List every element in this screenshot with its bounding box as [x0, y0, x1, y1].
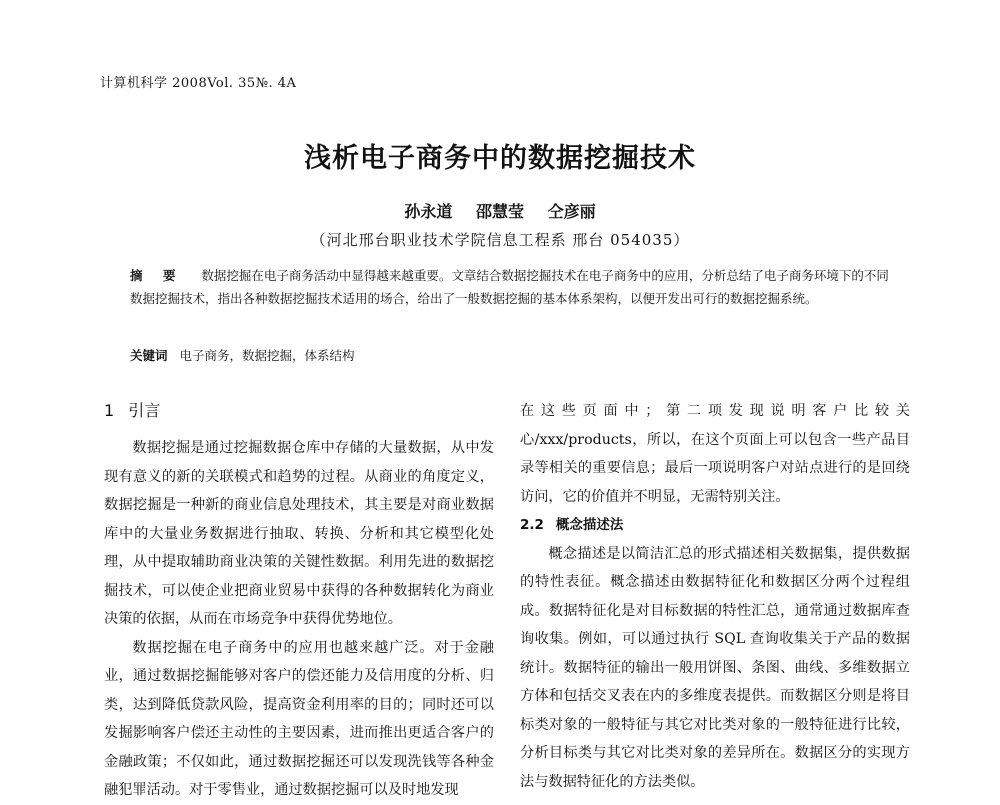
keywords-label: 关键词: [130, 348, 168, 363]
paper-affiliation: （河北邢台职业技术学院信息工程系 邢台 054035）: [310, 231, 690, 249]
subsection-title: 概念描述法: [555, 517, 624, 533]
journal-header: 计算机科学 2008Vol. 35№. 4A: [100, 76, 297, 91]
section-number: 1: [104, 401, 115, 420]
keywords: [130, 345, 890, 367]
subsection-heading: [520, 511, 910, 540]
section-heading: [104, 394, 494, 428]
abstract: [130, 264, 890, 310]
section-title: 引言: [128, 401, 161, 420]
paper-authors: 孙永道 邵慧莹 仝彦丽: [404, 202, 596, 221]
body-paragraph: 数据挖掘是通过挖掘数据仓库中存储的大量数据，从中发现有意义的新的关联模式和趋势的过程。从商业的角度定义，数据挖掘是一种新的商业信息处理技术，其主要是对商业数据库中的大量业务数据进行抽取、转换、分析和其它模型化处理，从中提取辅助商业决策的关键性数据。利用先进的数据挖掘技术，可以使企业把商业贸易中获得的各种数据转化为商业决策的依据，从而在市场竞争中获得优势地位。: [104, 440, 494, 627]
keywords-text: 电子商务，数据挖掘，体系结构: [179, 348, 355, 363]
right-column: [520, 397, 910, 796]
continued-paragraph: 在这些页面中；第二项发现说明客户比较关心/xxx/products，所以，在这个页面上可以包含一些产品目录等相关的重要信息；最后一项说明客户对站点进行的是回绕访问，它的价值并不明显，无需特别关注。: [520, 403, 910, 505]
abstract-label: 摘 要: [130, 268, 184, 283]
body-paragraph: 概念描述是以简洁汇总的形式描述相关数据集，提供数据的特性表征。概念描述由数据特征化和数据区分两个过程组成。数据特征化是对目标数据的特性汇总，通常通过数据库查询收集。例如，可以通过执行 SQL 查询收集关于产品的数据统计。数据特征的输出一般用饼图、条图、曲线、多维数据立方体和包括交叉表在内的多维度表提供。而数据区分则是将目标类对象的一般特征与其它对比类对象的一般特征进行比较，分析目标类与其它对比类对象的差异所在。数据区分的实现方法与数据特征化的方法类似。: [520, 545, 910, 790]
paper-title: 浅析电子商务中的数据挖掘技术: [304, 143, 696, 174]
body-paragraph: 数据挖掘在电子商务中的应用也越来越广泛。对于金融业，通过数据挖掘能够对客户的偿还能力及信用度的分析、归类，达到降低贷款风险，提高资金利用率的目的；同时还可以发掘影响客户偿还主动性的主要因素，进而推出更适合客户的金融政策；不仅如此，通过数据挖掘还可以发现洗钱等各种金融犯罪活动。对于零售业，通过数据挖掘可以及时地发现: [104, 639, 494, 798]
subsection-number: 2.2: [520, 517, 544, 533]
abstract-text: 数据挖掘在电子商务活动中显得越来越重要。文章结合数据挖掘技术在电子商务中的应用，分析总结了电子商务环境下的不同数据挖掘技术，指出各种数据挖掘技术适用的场合，给出了一般数据挖掘的基本体系架构，以便开发出可行的数据挖掘系统。: [130, 268, 889, 306]
left-column: [104, 394, 494, 805]
